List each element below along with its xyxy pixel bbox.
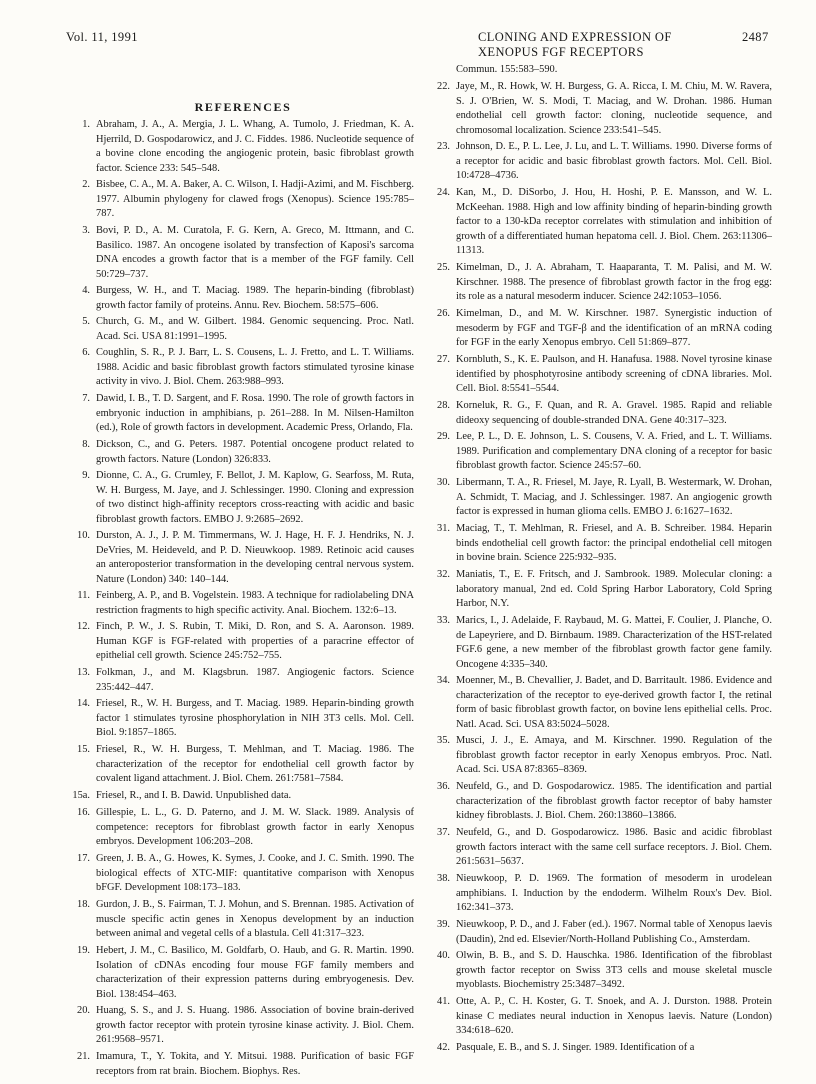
reference-number: 17.: [77, 853, 90, 864]
reference-text: Nieuwkoop, P. D., and J. Faber (ed.). 1967. Normal table of Xenopus laevis (Daudin), 2nd ed. Elsevier/North-Holland Publishing Co., Amsterdam.: [456, 919, 772, 945]
reference-item: [432, 826, 772, 870]
reference-number: 15.: [77, 744, 90, 755]
reference-number: 21.: [77, 1051, 90, 1062]
reference-text: Olwin, B. B., and S. D. Hauschka. 1986. Identification of the fibroblast growth factor receptor on Swiss 3T3 cells and mouse skeletal muscle myoblasts. Biochemistry 25:3487–3492.: [456, 950, 772, 991]
reference-number: 38.: [437, 873, 450, 884]
reference-item: [72, 346, 414, 390]
reference-item: [72, 438, 414, 467]
reference-text: Abraham, J. A., A. Mergia, J. L. Whang, A. Tumolo, J. Friedman, K. A. Hjerrild, D. Gospodarowicz, and J. C. Fiddes. 1986. Nucleotide sequence of a bovine clone encoding the angiogenic protein, basic fibroblast growth factor. Science 233: 545–548.: [96, 119, 414, 174]
reference-item: [432, 614, 772, 672]
reference-number: 4.: [82, 285, 90, 296]
reference-text: Bovi, P. D., A. M. Curatola, F. G. Kern, A. Greco, M. Ittmann, and C. Basilico. 1987. An oncogene isolated by transfection of Kaposi's sarcoma DNA encodes a growth factor that is a member of the FGF family. Cell 50:729–737.: [96, 225, 414, 280]
reference-number: 12.: [77, 621, 90, 632]
reference-number: 5.: [82, 316, 90, 327]
reference-item: [432, 307, 772, 351]
reference-number: 2.: [82, 179, 90, 190]
reference-item: [432, 780, 772, 824]
reference-text: Dawid, I. B., T. D. Sargent, and F. Rosa. 1990. The role of growth factors in embryonic induction in amphibians, p. 261–288. In M. Nilsen-Hamilton (ed.), Role of growth factors in development. Academic Press, Orlando, Fla.: [96, 393, 414, 434]
reference-item: [432, 568, 772, 612]
reference-text: Pasquale, E. B., and S. J. Singer. 1989. Identification of a: [456, 1042, 695, 1053]
reference-item: [72, 697, 414, 741]
reference-item: [72, 789, 414, 804]
reference-text: Coughlin, S. R., P. J. Barr, L. S. Cousens, L. J. Fretto, and L. T. Williams. 1988. Acidic and basic fibroblast growth factors stimulated tyrosine kinase activity in vivo. J. Biol. Chem. 263:988–993.: [96, 347, 414, 388]
reference-text: Kornbluth, S., K. E. Paulson, and H. Hanafusa. 1988. Novel tyrosine kinase identified by phosphotyrosine antibody screening of cDNA libraries. Mol. Cell. Biol. 8:5541–5544.: [456, 354, 772, 395]
running-title: CLONING AND EXPRESSION OF XENOPUS FGF RECEPTORS: [478, 30, 672, 59]
reference-item: [432, 872, 772, 916]
reference-number: 19.: [77, 945, 90, 956]
reference-text: Korneluk, R. G., F. Quan, and R. A. Gravel. 1985. Rapid and reliable dideoxy sequencing of double-stranded DNA. Gene 40:317–323.: [456, 400, 772, 426]
reference-number: 3.: [82, 225, 90, 236]
reference-text: Marics, I., J. Adelaide, F. Raybaud, M. G. Mattei, F. Coulier, J. Planche, O. de Lapeyriere, and D. Birnbaum. 1989. Characterization of the HST-related FGF.6 gene, a new member of the fibroblast growth factor gene family. Oncogene 4:335–340.: [456, 615, 772, 670]
reference-item: [432, 734, 772, 778]
reference-item: [432, 430, 772, 474]
reference-item: [72, 224, 414, 282]
reference-number: 29.: [437, 431, 450, 442]
reference-number: 32.: [437, 569, 450, 580]
reference-text: Neufeld, G., and D. Gospodarowicz. 1986. Basic and acidic fibroblast growth factors interact with the same cell surface receptors. J. Biol. Chem. 261:5631–5637.: [456, 827, 772, 868]
reference-number: 36.: [437, 781, 450, 792]
reference-item: [432, 399, 772, 428]
reference-text: Jaye, M., R. Howk, W. H. Burgess, G. A. Ricca, I. M. Chiu, M. W. Ravera, S. J. O'Brien, W. S. Modi, T. Maciag, and W. Drohan. 1986. Human endothelial cell growth factor: cloning, nucleotide sequence, and chromosomal localization. Science 233:541–545.: [456, 81, 772, 136]
reference-text: Bisbee, C. A., M. A. Baker, A. C. Wilson, I. Hadji-Azimi, and M. Fischberg. 1977. Albumin phylogeny for clawed frogs (Xenopus). Science 195:785–787.: [96, 179, 414, 220]
reference-item: [72, 392, 414, 436]
reference-number: 7.: [82, 393, 90, 404]
reference-number: 35.: [437, 735, 450, 746]
reference-item: [72, 944, 414, 1002]
reference-item: [72, 529, 414, 587]
reference-text: Neufeld, G., and D. Gospodarowicz. 1985. The identification and partial characterization of the fibroblast growth factor receptor of baby hamster kidney fibroblasts. J. Biol. Chem. 260:13860–13866.: [456, 781, 772, 822]
reference-text: Moenner, M., B. Chevallier, J. Badet, and D. Barritault. 1986. Evidence and characterization of the receptor to eye-derived growth factor I, the retinal form of basic fibroblast growth factor, on bovine lens epithelial cells. Proc. Natl. Acad. Sci. USA 83:5024–5028.: [456, 675, 772, 730]
reference-item: [432, 918, 772, 947]
reference-item: [72, 178, 414, 222]
reference-text: Dickson, C., and G. Peters. 1987. Potential oncogene product related to growth factors. Nature (London) 326:833.: [96, 439, 414, 465]
reference-item: [432, 949, 772, 993]
references-heading: REFERENCES: [194, 100, 292, 114]
reference-item: [72, 806, 414, 850]
reference-item: [72, 1004, 414, 1048]
reference-number: 28.: [437, 400, 450, 411]
reference-text: Imamura, T., Y. Tokita, and Y. Mitsui. 1988. Purification of basic FGF receptors from rat brain. Biochem. Biophys. Res.: [96, 1051, 414, 1077]
reference-number: 26.: [437, 308, 450, 319]
reference-item: [72, 118, 414, 176]
reference-text: Gillespie, L. L., G. D. Paterno, and J. M. W. Slack. 1989. Analysis of competence: receptors for fibroblast growth factor in early Xenopus embryos. Development 106:203–208.: [96, 807, 414, 848]
reference-item: [432, 522, 772, 566]
reference-text: Dionne, C. A., G. Crumley, F. Bellot, J. M. Kaplow, G. Searfoss, M. Ruta, W. H. Burgess, M. Jaye, and J. Schlessinger. 1990. Cloning and expression of two distinct high-affinity receptors cross-reacting with acidic and basic fibroblast growth factors. EMBO J. 9:2685–2692.: [96, 470, 414, 525]
reference-item: [432, 995, 772, 1039]
reference-text: Green, J. B. A., G. Howes, K. Symes, J. Cooke, and J. C. Smith. 1990. The biological effects of XTC-MIF: quantitative comparison with Xenopus bFGF. Development 108:173–183.: [96, 853, 414, 894]
reference-number: 6.: [82, 347, 90, 358]
reference-number: 23.: [437, 141, 450, 152]
reference-number: 40.: [437, 950, 450, 961]
reference-number: 10.: [77, 530, 90, 541]
reference-text: Lee, P. L., D. E. Johnson, L. S. Cousens, V. A. Fried, and L. T. Williams. 1989. Purification and complementary DNA cloning of a receptor for basic fibroblast growth factor. Science 245:57–60.: [456, 431, 772, 472]
reference-item: [432, 261, 772, 305]
reference-number: 1.: [82, 119, 90, 130]
reference-text: Friesel, R., W. H. Burgess, and T. Maciag. 1989. Heparin-binding growth factor 1 stimulates tyrosine phosphorylation in NIH 3T3 cells. Mol. Cell. Biol. 9:1857–1865.: [96, 698, 414, 739]
reference-text: Durston, A. J., J. P. M. Timmermans, W. J. Hage, H. F. J. Hendriks, N. J. DeVries, M. Heideveld, and P. D. Nieuwkoop. 1989. Retinoic acid causes an anteroposterior transformation in the developing central nervous system. Nature (London) 340: 140–144.: [96, 530, 414, 585]
reference-text: Otte, A. P., C. H. Koster, G. T. Snoek, and A. J. Durston. 1988. Protein kinase C mediates neural induction in Xenopus laevis. Nature (London) 334:618–620.: [456, 996, 772, 1037]
reference-item: [432, 186, 772, 259]
reference-number: 31.: [437, 523, 450, 534]
reference-number: 27.: [437, 354, 450, 365]
reference-text: Friesel, R., W. H. Burgess, T. Mehlman, and T. Maciag. 1986. The characterization of the receptor for endothelial cell growth factor by covalent ligand attachment. J. Biol. Chem. 261:7581–7584.: [96, 744, 414, 785]
reference-item: [72, 852, 414, 896]
reference-number: 13.: [77, 667, 90, 678]
reference-text: Gurdon, J. B., S. Fairman, T. J. Mohun, and S. Brennan. 1985. Activation of muscle specific actin genes in Xenopus development by an induction between animal and vegetal cells of a blastula. Cell 41:317–323.: [96, 899, 414, 940]
reference-number: 20.: [77, 1005, 90, 1016]
reference-text: Burgess, W. H., and T. Maciag. 1989. The heparin-binding (fibroblast) growth factor family of proteins. Annu. Rev. Biochem. 58:575–606.: [96, 285, 414, 311]
page-number: 2487: [742, 30, 769, 44]
reference-number: 30.: [437, 477, 450, 488]
reference-number: 14.: [77, 698, 90, 709]
reference-item: [432, 80, 772, 138]
continuation-text: Commun. 155:583–590.: [456, 64, 558, 75]
reference-text: Kimelman, D., and M. W. Kirschner. 1987. Synergistic induction of mesoderm by FGF and TGF-β and the identification of an mRNA coding for FGF in the early Xenopus embryo. Cell 51:869–877.: [456, 308, 772, 349]
reference-number: 18.: [77, 899, 90, 910]
reference-text: Huang, S. S., and J. S. Huang. 1986. Association of bovine brain-derived growth factor receptor with protein tyrosine kinase activity. J. Biol. Chem. 261:9568–9571.: [96, 1005, 414, 1046]
reference-item: [72, 743, 414, 787]
reference-item: [72, 898, 414, 942]
reference-number: 34.: [437, 675, 450, 686]
reference-number: 16.: [77, 807, 90, 818]
reference-text: Folkman, J., and M. Klagsbrun. 1987. Angiogenic factors. Science 235:442–447.: [96, 667, 414, 693]
reference-item: [72, 589, 414, 618]
reference-item: [72, 1050, 414, 1079]
reference-item: [432, 140, 772, 184]
reference-text: Johnson, D. E., P. L. Lee, J. Lu, and L. T. Williams. 1990. Diverse forms of a receptor for acidic and basic fibroblast growth factors. Mol. Cell. Biol. 10:4728–4736.: [456, 141, 772, 182]
reference-item: [72, 284, 414, 313]
running-header: [0, 30, 816, 59]
reference-number: 11.: [77, 590, 90, 601]
reference-number: 33.: [437, 615, 450, 626]
reference-number: 22.: [437, 81, 450, 92]
reference-text: Church, G. M., and W. Gilbert. 1984. Genomic sequencing. Proc. Natl. Acad. Sci. USA 81:1991–1995.: [96, 316, 414, 342]
reference-text: Feinberg, A. P., and B. Vogelstein. 1983. A technique for radiolabeling DNA restriction fragments to high specific activity. Anal. Biochem. 132:6–13.: [96, 590, 414, 616]
reference-number: 41.: [437, 996, 450, 1007]
reference-item: [432, 1041, 772, 1056]
reference-text: Maniatis, T., E. F. Fritsch, and J. Sambrook. 1989. Molecular cloning: a laboratory manual, 2nd ed. Cold Spring Harbor Laboratory, Cold Spring Harbor, N.Y.: [456, 569, 772, 610]
reference-number: 8.: [82, 439, 90, 450]
reference-text: Hebert, J. M., C. Basilico, M. Goldfarb, O. Haub, and G. R. Martin. 1990. Isolation of cDNAs encoding four mouse FGF family members and characterization of their expression patterns during embryogenesis. Dev. Biol. 138:454–463.: [96, 945, 414, 1000]
reference-number: 39.: [437, 919, 450, 930]
reference-text: Kan, M., D. DiSorbo, J. Hou, H. Hoshi, P. E. Mansson, and W. L. McKeehan. 1988. High and low affinity binding of heparin-binding growth factor to a 130-kDa receptor correlates with stimulation and inhibition of growth of a differentiated human hepatoma cell. J. Biol. Chem. 263:11306–11313.: [456, 187, 772, 257]
reference-text: Friesel, R., and I. B. Dawid. Unpublished data.: [96, 790, 292, 801]
reference-text: Finch, P. W., J. S. Rubin, T. Miki, D. Ron, and S. A. Aaronson. 1989. Human KGF is FGF-related with properties of a paracrine effector of epithelial cell growth. Science 245:752–755.: [96, 621, 414, 662]
reference-text: Musci, J. J., E. Amaya, and M. Kirschner. 1990. Regulation of the fibroblast growth factor receptor in early Xenopus embryos. Proc. Natl. Acad. Sci. USA 87:8365–8369.: [456, 735, 772, 776]
reference-item: [432, 476, 772, 520]
reference-number: 37.: [437, 827, 450, 838]
reference-number: 9.: [82, 470, 90, 481]
reference-number: 15a.: [72, 790, 90, 801]
reference-item: [432, 674, 772, 732]
reference-number: 24.: [437, 187, 450, 198]
reference-item: [72, 469, 414, 527]
reference-text: Nieuwkoop, P. D. 1969. The formation of mesoderm in urodelean amphibians. I. Induction by the endoderm. Wilhelm Roux's Dev. Biol. 162:341–373.: [456, 873, 772, 914]
reference-item: [72, 315, 414, 344]
volume-label: Vol. 11, 1991: [66, 30, 138, 44]
reference-text: Kimelman, D., J. A. Abraham, T. Haaparanta, T. M. Palisi, and M. W. Kirschner. 1988. The presence of fibroblast growth factor in the frog egg: its role as a natural mesoderm inducer. Science 242:1053–1056.: [456, 262, 772, 303]
reference-number: 25.: [437, 262, 450, 273]
reference-number: 42.: [437, 1042, 450, 1053]
reference-item: [72, 620, 414, 664]
reference-item: [72, 666, 414, 695]
reference-text: Libermann, T. A., R. Friesel, M. Jaye, R. Lyall, B. Westermark, W. Drohan, A. Schmidt, T. Maciag, and J. Schlessinger. 1987. An angiogenic growth factor is expressed in human glioma cells. EMBO J. 6:1627–1632.: [456, 477, 772, 518]
reference-item: [432, 353, 772, 397]
reference-text: Maciag, T., T. Mehlman, R. Friesel, and A. B. Schreiber. 1984. Heparin binds endothelial cell growth factor: the principal endothelial cell mitogen in bovine brain. Science 225:932–935.: [456, 523, 772, 564]
